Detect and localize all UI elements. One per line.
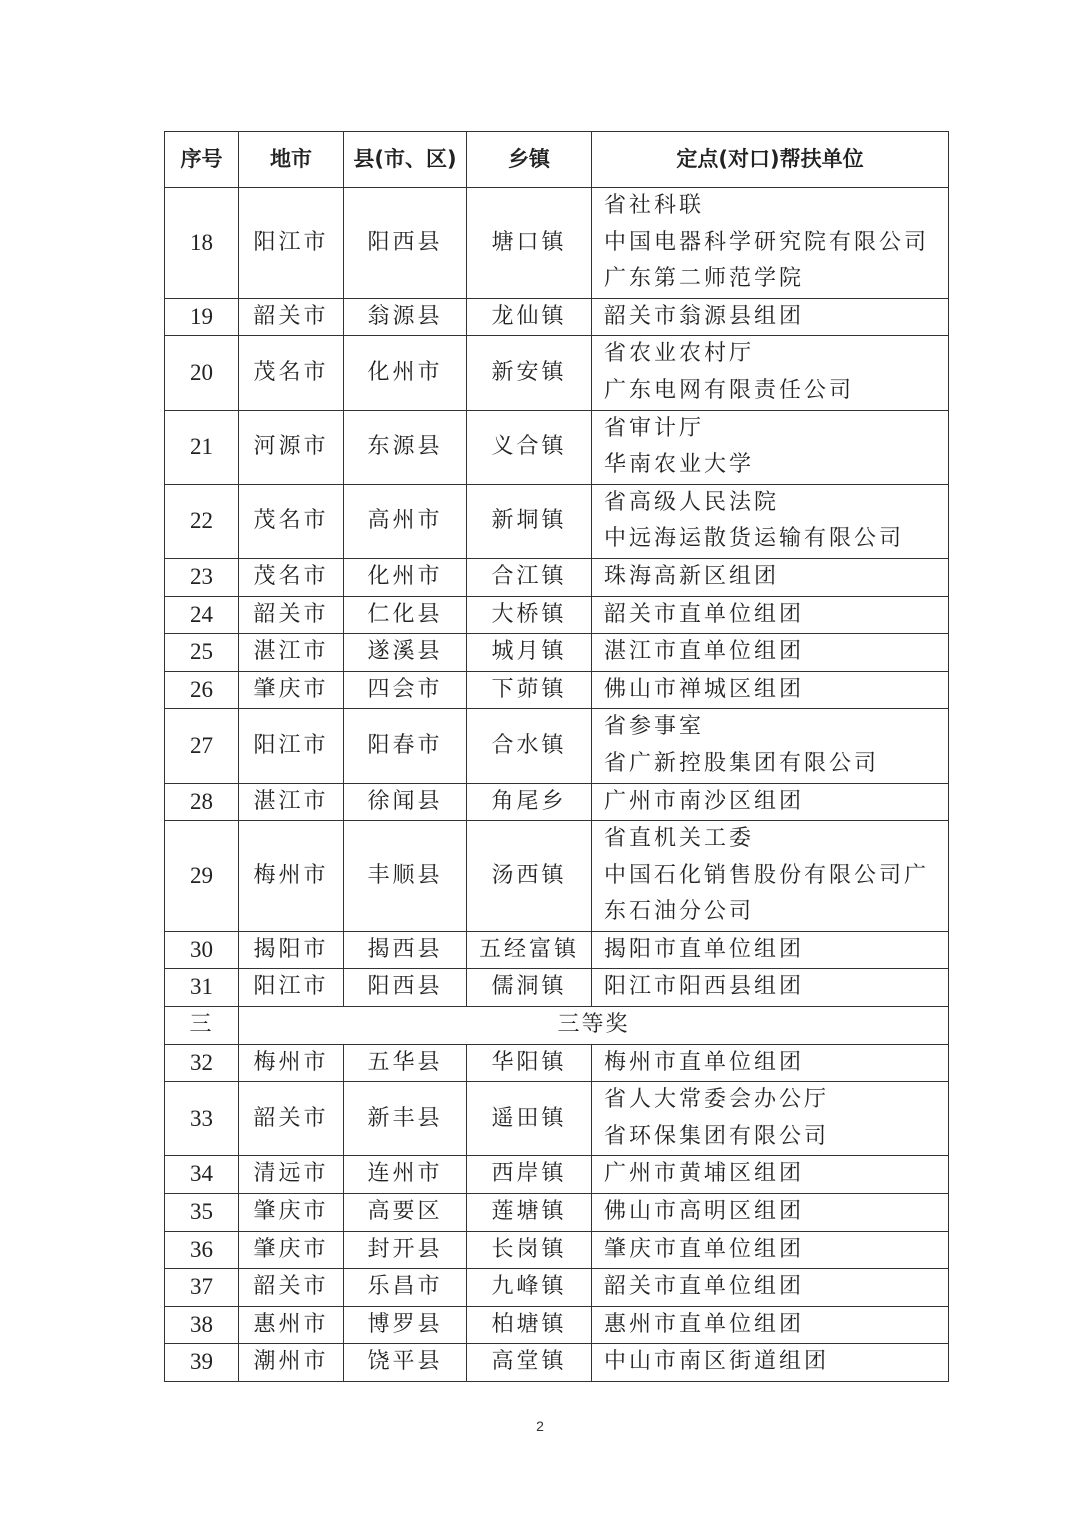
row-support-units bbox=[592, 671, 949, 709]
row-support-units bbox=[592, 1044, 949, 1082]
row-number: 31 bbox=[165, 969, 239, 1007]
row-county: 徐闻县 bbox=[344, 783, 467, 821]
row-town: 莲塘镇 bbox=[467, 1194, 592, 1232]
row-county: 仁化县 bbox=[344, 596, 467, 634]
table-section-third-prize bbox=[165, 1007, 949, 1045]
row-number: 34 bbox=[165, 1156, 239, 1194]
row-town: 塘口镇 bbox=[467, 188, 592, 299]
table-row bbox=[165, 821, 949, 932]
table-header-row bbox=[165, 132, 949, 188]
support-unit-line: 中国电器科学研究院有限公司 bbox=[604, 229, 930, 255]
row-city: 梅州市 bbox=[239, 821, 344, 932]
support-unit-line: 东石油分公司 bbox=[604, 899, 755, 925]
header-support-unit: 定点(对口)帮扶单位 bbox=[592, 132, 949, 188]
table-row bbox=[165, 1194, 949, 1232]
row-number: 26 bbox=[165, 671, 239, 709]
row-support-units bbox=[592, 709, 949, 783]
row-county: 化州市 bbox=[344, 336, 467, 410]
header-town: 乡镇 bbox=[467, 132, 592, 188]
support-unit-line: 省人大常委会办公厅 bbox=[604, 1087, 830, 1113]
support-unit-line: 珠海高新区组团 bbox=[604, 563, 780, 589]
support-unit-line: 佛山市禅城区组团 bbox=[604, 676, 805, 702]
row-town: 下茆镇 bbox=[467, 671, 592, 709]
row-support-units bbox=[592, 1306, 949, 1344]
header-city: 地市 bbox=[239, 132, 344, 188]
row-town: 城月镇 bbox=[467, 634, 592, 672]
row-city: 韶关市 bbox=[239, 298, 344, 336]
row-county: 饶平县 bbox=[344, 1344, 467, 1382]
row-city: 惠州市 bbox=[239, 1306, 344, 1344]
table-row bbox=[165, 410, 949, 484]
support-unit-line: 中国石化销售股份有限公司广 bbox=[604, 862, 930, 888]
support-unit-line: 梅州市直单位组团 bbox=[604, 1049, 805, 1075]
table-body-third-prize bbox=[165, 1044, 949, 1381]
table-row bbox=[165, 336, 949, 410]
row-city: 阳江市 bbox=[239, 969, 344, 1007]
row-support-units bbox=[592, 1194, 949, 1232]
row-county: 遂溪县 bbox=[344, 634, 467, 672]
row-city: 清远市 bbox=[239, 1156, 344, 1194]
row-support-units bbox=[592, 1344, 949, 1382]
table-row bbox=[165, 298, 949, 336]
row-support-units bbox=[592, 596, 949, 634]
row-support-units bbox=[592, 1269, 949, 1307]
table-row bbox=[165, 188, 949, 299]
row-town: 汤西镇 bbox=[467, 821, 592, 932]
support-unit-line: 佛山市高明区组团 bbox=[604, 1199, 805, 1225]
row-number: 18 bbox=[165, 188, 239, 299]
table-row bbox=[165, 671, 949, 709]
table-row bbox=[165, 558, 949, 596]
table-row bbox=[165, 931, 949, 969]
support-unit-line: 省高级人民法院 bbox=[604, 489, 780, 515]
row-county: 高州市 bbox=[344, 484, 467, 558]
support-unit-line: 华南农业大学 bbox=[604, 452, 755, 478]
row-city: 阳江市 bbox=[239, 188, 344, 299]
row-town: 华阳镇 bbox=[467, 1044, 592, 1082]
row-town: 西岸镇 bbox=[467, 1156, 592, 1194]
row-support-units bbox=[592, 298, 949, 336]
table-row bbox=[165, 596, 949, 634]
table-row bbox=[165, 709, 949, 783]
support-unit-line: 韶关市直单位组团 bbox=[604, 1274, 805, 1300]
row-town: 角尾乡 bbox=[467, 783, 592, 821]
support-unit-line: 省直机关工委 bbox=[604, 826, 755, 852]
row-number: 19 bbox=[165, 298, 239, 336]
header-county: 县(市、区) bbox=[344, 132, 467, 188]
row-city: 梅州市 bbox=[239, 1044, 344, 1082]
support-unit-line: 肇庆市直单位组团 bbox=[604, 1236, 805, 1262]
table-row bbox=[165, 783, 949, 821]
support-unit-line: 省广新控股集团有限公司 bbox=[604, 750, 880, 776]
row-support-units bbox=[592, 410, 949, 484]
table-row bbox=[165, 969, 949, 1007]
row-town: 长岗镇 bbox=[467, 1231, 592, 1269]
row-county: 阳西县 bbox=[344, 969, 467, 1007]
table-row bbox=[165, 1344, 949, 1382]
row-county: 连州市 bbox=[344, 1156, 467, 1194]
support-unit-line: 韶关市翁源县组团 bbox=[604, 303, 805, 329]
row-city: 韶关市 bbox=[239, 596, 344, 634]
row-city: 茂名市 bbox=[239, 558, 344, 596]
table-row bbox=[165, 1269, 949, 1307]
row-county: 丰顺县 bbox=[344, 821, 467, 932]
support-unit-line: 阳江市阳西县组团 bbox=[604, 974, 805, 1000]
row-town: 九峰镇 bbox=[467, 1269, 592, 1307]
row-city: 湛江市 bbox=[239, 783, 344, 821]
row-city: 肇庆市 bbox=[239, 1231, 344, 1269]
award-table bbox=[164, 131, 949, 1382]
row-city: 揭阳市 bbox=[239, 931, 344, 969]
support-unit-line: 广州市南沙区组团 bbox=[604, 788, 805, 814]
row-county: 乐昌市 bbox=[344, 1269, 467, 1307]
row-town: 大桥镇 bbox=[467, 596, 592, 634]
section-title: 三等奖 bbox=[239, 1007, 949, 1045]
row-county: 阳西县 bbox=[344, 188, 467, 299]
table-row bbox=[165, 1231, 949, 1269]
table-body-second-prize bbox=[165, 188, 949, 1007]
row-support-units bbox=[592, 821, 949, 932]
row-number: 36 bbox=[165, 1231, 239, 1269]
row-number: 24 bbox=[165, 596, 239, 634]
row-county: 翁源县 bbox=[344, 298, 467, 336]
row-city: 肇庆市 bbox=[239, 1194, 344, 1232]
row-county: 化州市 bbox=[344, 558, 467, 596]
row-city: 阳江市 bbox=[239, 709, 344, 783]
row-support-units bbox=[592, 484, 949, 558]
row-town: 儒洞镇 bbox=[467, 969, 592, 1007]
row-number: 27 bbox=[165, 709, 239, 783]
support-unit-line: 省审计厅 bbox=[604, 415, 705, 441]
table-row bbox=[165, 1082, 949, 1156]
row-county: 封开县 bbox=[344, 1231, 467, 1269]
row-number: 32 bbox=[165, 1044, 239, 1082]
row-town: 新垌镇 bbox=[467, 484, 592, 558]
row-number: 37 bbox=[165, 1269, 239, 1307]
row-town: 合水镇 bbox=[467, 709, 592, 783]
row-county: 新丰县 bbox=[344, 1082, 467, 1156]
row-county: 阳春市 bbox=[344, 709, 467, 783]
row-number: 22 bbox=[165, 484, 239, 558]
support-unit-line: 韶关市直单位组团 bbox=[604, 601, 805, 627]
support-unit-line: 省参事室 bbox=[604, 714, 705, 740]
row-number: 25 bbox=[165, 634, 239, 672]
section-row bbox=[165, 1007, 949, 1045]
table-row bbox=[165, 1044, 949, 1082]
table-row bbox=[165, 1156, 949, 1194]
row-city: 茂名市 bbox=[239, 484, 344, 558]
row-support-units bbox=[592, 188, 949, 299]
row-town: 柏塘镇 bbox=[467, 1306, 592, 1344]
support-unit-line: 湛江市直单位组团 bbox=[604, 639, 805, 665]
row-town: 合江镇 bbox=[467, 558, 592, 596]
row-support-units bbox=[592, 558, 949, 596]
support-unit-line: 广东电网有限责任公司 bbox=[604, 377, 855, 403]
row-number: 20 bbox=[165, 336, 239, 410]
row-town: 龙仙镇 bbox=[467, 298, 592, 336]
table-row bbox=[165, 484, 949, 558]
row-city: 韶关市 bbox=[239, 1269, 344, 1307]
row-number: 29 bbox=[165, 821, 239, 932]
row-city: 河源市 bbox=[239, 410, 344, 484]
row-county: 东源县 bbox=[344, 410, 467, 484]
row-number: 38 bbox=[165, 1306, 239, 1344]
section-index: 三 bbox=[165, 1007, 239, 1045]
row-town: 高堂镇 bbox=[467, 1344, 592, 1382]
row-city: 肇庆市 bbox=[239, 671, 344, 709]
row-support-units bbox=[592, 1156, 949, 1194]
row-support-units bbox=[592, 336, 949, 410]
support-unit-line: 广东第二师范学院 bbox=[604, 266, 805, 292]
page-number: 2 bbox=[536, 1418, 544, 1434]
row-county: 揭西县 bbox=[344, 931, 467, 969]
row-county: 高要区 bbox=[344, 1194, 467, 1232]
row-support-units bbox=[592, 931, 949, 969]
row-number: 30 bbox=[165, 931, 239, 969]
row-support-units bbox=[592, 969, 949, 1007]
table-row bbox=[165, 1306, 949, 1344]
row-town: 遥田镇 bbox=[467, 1082, 592, 1156]
row-number: 35 bbox=[165, 1194, 239, 1232]
row-number: 23 bbox=[165, 558, 239, 596]
row-number: 39 bbox=[165, 1344, 239, 1382]
support-unit-line: 中山市南区街道组团 bbox=[604, 1349, 830, 1375]
row-city: 韶关市 bbox=[239, 1082, 344, 1156]
row-number: 33 bbox=[165, 1082, 239, 1156]
header-index: 序号 bbox=[165, 132, 239, 188]
row-city: 潮州市 bbox=[239, 1344, 344, 1382]
row-town: 新安镇 bbox=[467, 336, 592, 410]
support-unit-line: 揭阳市直单位组团 bbox=[604, 936, 805, 962]
row-town: 义合镇 bbox=[467, 410, 592, 484]
row-number: 28 bbox=[165, 783, 239, 821]
support-unit-line: 省环保集团有限公司 bbox=[604, 1123, 830, 1149]
row-town: 五经富镇 bbox=[467, 931, 592, 969]
support-unit-line: 中远海运散货运输有限公司 bbox=[604, 526, 905, 552]
support-unit-line: 惠州市直单位组团 bbox=[604, 1311, 805, 1337]
row-county: 博罗县 bbox=[344, 1306, 467, 1344]
row-number: 21 bbox=[165, 410, 239, 484]
row-county: 四会市 bbox=[344, 671, 467, 709]
row-support-units bbox=[592, 634, 949, 672]
row-city: 茂名市 bbox=[239, 336, 344, 410]
row-county: 五华县 bbox=[344, 1044, 467, 1082]
support-unit-line: 省农业农村厅 bbox=[604, 341, 755, 367]
support-unit-line: 广州市黄埔区组团 bbox=[604, 1161, 805, 1187]
table-row bbox=[165, 634, 949, 672]
row-support-units bbox=[592, 1082, 949, 1156]
support-unit-line: 省社科联 bbox=[604, 193, 705, 218]
row-city: 湛江市 bbox=[239, 634, 344, 672]
row-support-units bbox=[592, 1231, 949, 1269]
row-support-units bbox=[592, 783, 949, 821]
